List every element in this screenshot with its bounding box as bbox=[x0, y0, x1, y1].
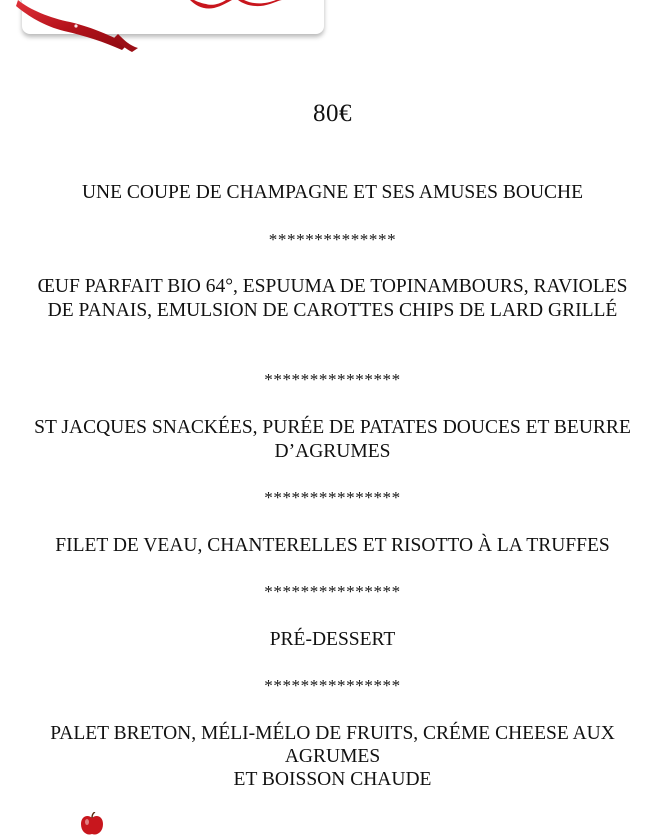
separator-5: *************** bbox=[264, 676, 401, 695]
separator-2: *************** bbox=[264, 370, 401, 389]
course-dessert-line-3: ET BOISSON CHAUDE bbox=[233, 769, 432, 790]
course-pre-dessert: PRÉ-DESSERT bbox=[269, 629, 396, 650]
ribbon-icon bbox=[0, 0, 330, 60]
separator-1: ************** bbox=[268, 230, 397, 249]
course-dessert-line-2: AGRUMES bbox=[284, 746, 381, 767]
course-starter-line-1: ŒUF PARFAIT BIO 64°, ESPUUMA DE TOPINAMBOURS, RAVIOLES bbox=[37, 276, 628, 297]
separator-3: *************** bbox=[264, 488, 401, 507]
course-aperitif: UNE COUPE DE CHAMPAGNE ET SES AMUSES BOUCHE bbox=[81, 182, 584, 203]
menu-price: 80€ bbox=[313, 100, 352, 127]
course-starter-line-2: DE PANAIS, EMULSION DE CAROTTES CHIPS DE LARD GRILLÉ bbox=[47, 300, 618, 321]
separator-4: *************** bbox=[264, 582, 401, 601]
course-main: FILET DE VEAU, CHANTERELLES ET RISOTTO À LA TRUFFES bbox=[55, 535, 610, 556]
course-fish-line-1: ST JACQUES SNACKÉES, PURÉE DE PATATES DOUCES ET BEURRE bbox=[34, 417, 631, 438]
course-fish-line-2: D’AGRUMES bbox=[274, 441, 391, 462]
course-dessert-line-1: PALET BRETON, MÉLI-MÉLO DE FRUITS, CRÉME CHEESE AUX bbox=[50, 723, 615, 744]
apple-icon bbox=[78, 812, 106, 836]
